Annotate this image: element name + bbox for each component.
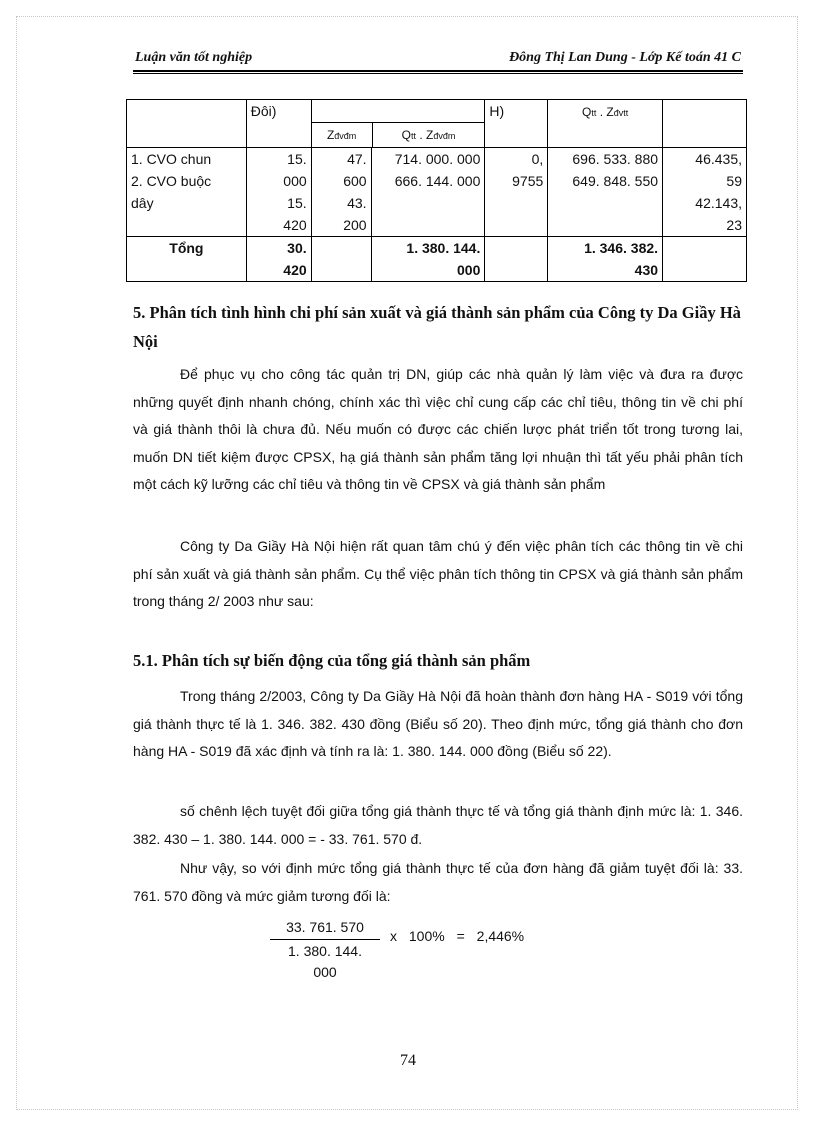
product-names: 1. CVO chun 2. CVO buộc dây	[127, 148, 247, 237]
total-label: Tổng	[127, 237, 247, 282]
h-cell: 0, 9755	[485, 148, 548, 237]
last-col-cell: 46.435, 59 42.143, 23	[663, 148, 747, 237]
header-cell-h: H)	[485, 100, 548, 148]
table-total-row	[127, 237, 747, 282]
fraction-denominator-a: 1. 380. 144.	[288, 943, 362, 959]
total-q-z-actual: 1. 346. 382. 430	[548, 237, 663, 282]
total-empty-last	[663, 237, 747, 282]
section-5-1-paragraph-3: Như vậy, so với định mức tổng giá thành thực tế của đơn hàng đã giảm tuyệt đối là: 33. 761. 570 đồng và mức giảm tương đối là:	[133, 860, 743, 904]
section-5-1-heading: 5.1. Phân tích sự biến động của tổng giá thành sản phẩm	[133, 651, 531, 670]
fraction-numerator: 33. 761. 570	[286, 919, 364, 935]
fraction-result: x 100% = 2,446%	[390, 928, 525, 944]
section-5-heading: 5. Phân tích tình hình chi phí sản xuất và giá thành sản phẩm của Công ty Da Giầy Hà Nội	[133, 303, 741, 351]
section-5-1-paragraph-1: Trong tháng 2/2003, Công ty Da Giầy Hà Nội đã hoàn thành đơn hàng HA - S019 với tổng giá thành thực tế là 1. 346. 382. 430 đồng (Biểu số 20). Theo định mức, tổng giá thành cho đơn hàng HA - S019 đã xác định và tính ra là: 1. 380. 144. 000 đồng (Biểu số 22).	[133, 688, 743, 759]
percentage-fraction	[270, 917, 380, 983]
cost-table	[126, 99, 747, 282]
header-cell-empty	[127, 100, 247, 148]
header-thesis-title: Luận văn tốt nghiệp	[135, 50, 253, 65]
section-5-paragraph-1: Để phục vụ cho công tác quản trị DN, giúp các nhà quản lý làm việc và đưa ra được những quyết định nhanh chóng, chính xác thì việc chỉ cung cấp các chỉ tiêu, thông tin về chi phí và giá thành thôi là chưa đủ. Nếu muốn có được các chiến lược phát triển tốt trong tương lai, muốn DN tiết kiệm được CPSX, hạ giá thành sản phẩm tăng lợi nhuận thì tất yếu phải phân tích một cách kỹ lưỡng các chỉ tiêu và thông tin về CPSX và giá thành sản phẩm	[133, 366, 743, 492]
fraction-denominator-b: 000	[313, 964, 337, 980]
total-empty-h	[485, 237, 548, 282]
table-header-row	[127, 100, 747, 148]
fraction-bar	[270, 939, 380, 940]
header-cell-last	[663, 100, 747, 148]
quantity-cell: 15. 000 15. 420	[246, 148, 311, 237]
section-5-paragraph-2: Công ty Da Giầy Hà Nội hiện rất quan tâm chú ý đến việc phân tích các thông tin về chi phí sản xuất và giá thành sản phẩm. Cụ thể việc phân tích thông tin CPSX và giá thành sản phẩm trong tháng 2/ 2003 như sau:	[133, 538, 743, 609]
q-z-norm-cell: 714. 000. 000 666. 144. 000	[371, 148, 485, 237]
header-q-z-actual: Qtt . Zđvtt	[548, 100, 663, 148]
total-empty-z	[311, 237, 371, 282]
page-header	[135, 50, 741, 70]
z-norm-cell: 47. 600 43. 200	[311, 148, 371, 237]
section-5-1-paragraph-2: số chênh lệch tuyệt đối giữa tổng giá thành thực tế và tổng giá thành định mức là: 1. 346. 382. 430 – 1. 380. 144. 000 = - 33. 761. 570 đ.	[133, 803, 743, 847]
header-rule	[133, 70, 743, 74]
header-z-norm: Zđvđm	[312, 123, 373, 147]
header-cell-units: Đôi)	[246, 100, 311, 148]
header-author: Đông Thị Lan Dung - Lớp Kế toán 41 C	[509, 50, 741, 65]
total-quantity: 30. 420	[246, 237, 311, 282]
header-cell-norm	[311, 100, 485, 148]
total-q-z-norm: 1. 380. 144. 000	[371, 237, 485, 282]
page-number: 74	[400, 1052, 416, 1069]
q-z-actual-cell: 696. 533. 880 649. 848. 550	[548, 148, 663, 237]
header-q-z-norm: Qtt . Zđvđm	[401, 128, 456, 142]
table-row	[127, 148, 747, 237]
